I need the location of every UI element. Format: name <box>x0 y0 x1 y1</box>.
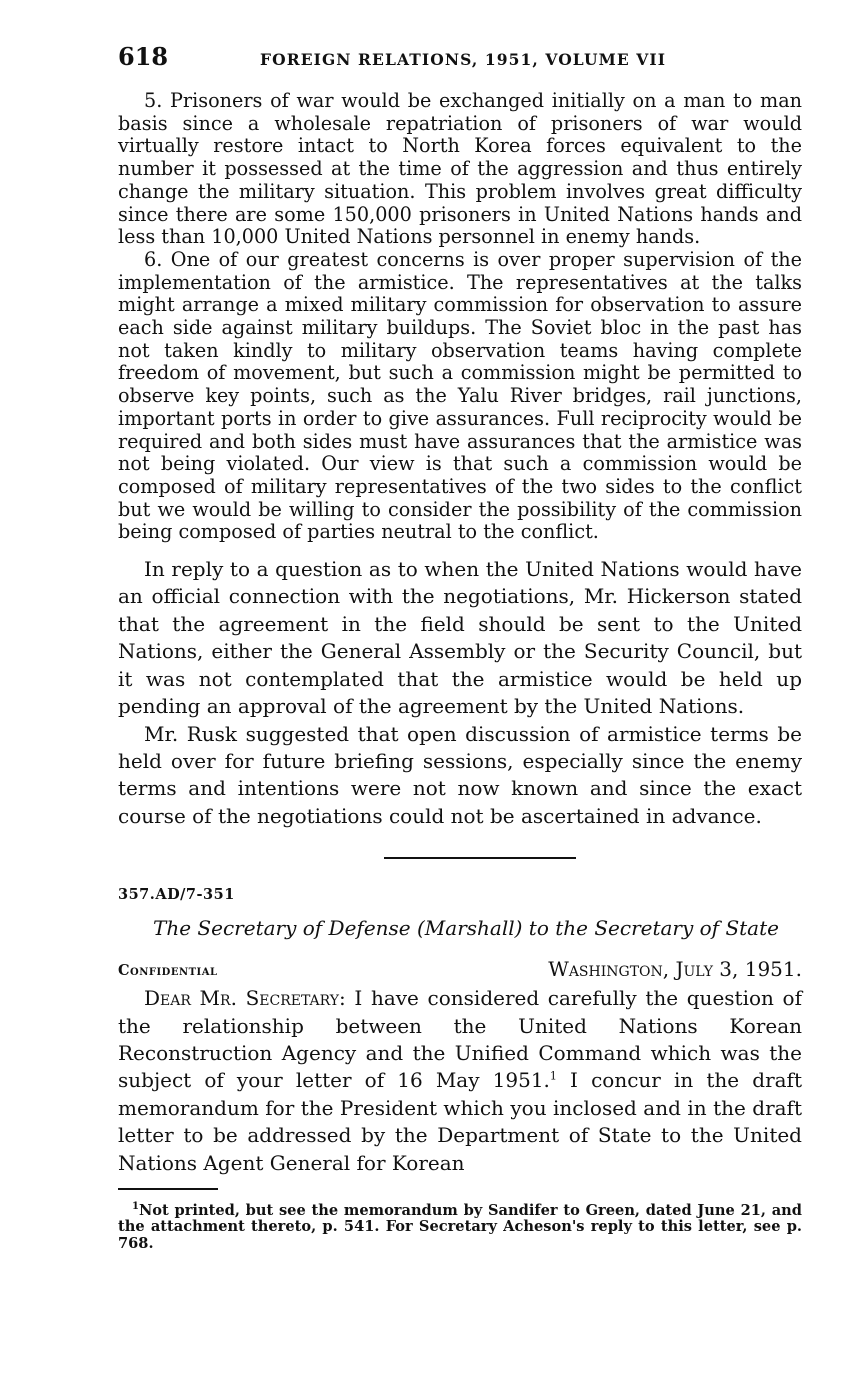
footnote-text: Not printed, but see the memorandum by Sandifer to Green, dated June 21, and the attachment thereto, p. 541. For Secretary Acheson's reply to this letter, see p. 768. <box>118 1201 802 1252</box>
volume-title: FOREIGN RELATIONS, 1951, VOLUME VII <box>260 50 667 69</box>
classification-label: Confidential <box>118 962 218 980</box>
letter-text-part-2: I concur in the draft memorandum for the President which you inclosed and in the draft letter to be addressed by the Department of State to the United Nations Agent General for Korean <box>118 1068 802 1175</box>
letter-text-part-1: I have considered carefully the question of the relationship between the United Nations Korean Reconstruction Agency and the Unified Command which was the subject of your letter of 16 May 1951. <box>118 986 802 1093</box>
paragraph-hickerson-reply: In reply to a question as to when the United Nations would have an official connection with the negotiations, Mr. Hickerson stated that the agreement in the field should be sent to the United Nations, either the General Assembly or the Security Council, but it was not contemplated that the armistice would be held up pending an approval of the agreement by the United Nations. <box>118 557 802 719</box>
footnote-divider <box>118 1188 218 1190</box>
page-number: 618 <box>118 42 169 71</box>
footnote <box>118 1203 802 1253</box>
place-and-date: Washington, July 3, 1951. <box>548 957 802 982</box>
paragraph-item-5: 5. Prisoners of war would be exchanged initially on a man to man basis since a wholesale repatriation of prisoners of war would virtually restore intact to North Korea forces equivalent to the number it possessed at the time of the aggression and thus entirely change the military situation. This problem involves great difficulty since there are some 150,000 prisoners in United Nations hands and less than 10,000 United Nations personnel in enemy hands. <box>118 89 802 249</box>
paragraph-item-6: 6. One of our greatest concerns is over proper supervision of the implementation of the armistice. The representatives at the talks might arrange a mixed military commission for observation to assure each side against military buildups. The Soviet bloc in the past has not taken kindly to military observation teams having complete freedom of movement, but such a commission might be permitted to observe key points, such as the Yalu River bridges, rail junctions, important ports in order to give assurances. Full reciprocity would be required and both sides must have assurances that the armistice was not being violated. Our view is that such a commission would be composed of military representatives of the two sides to the conflict but we would be willing to consider the possibility of the commission being composed of parties neutral to the conflict. <box>118 247 802 544</box>
salutation: Dear Mr. Secretary: <box>144 986 346 1011</box>
document-page <box>118 38 802 1252</box>
footnote-marker: 1 <box>132 1201 139 1213</box>
classification-line <box>118 957 802 983</box>
paragraph-rusk: Mr. Rusk suggested that open discussion of armistice terms be held over for future briefing sessions, especially since the enemy terms and intentions were not now known and since the exact course of the negotiations could not be ascertained in advance. <box>118 721 802 828</box>
running-head <box>118 38 802 74</box>
footnote-reference[interactable]: 1 <box>549 1069 557 1083</box>
file-number: 357.AD/7-351 <box>118 886 235 904</box>
letter-body <box>118 985 802 1177</box>
document-title: The Secretary of Defense (Marshall) to the Secretary of State <box>153 916 779 941</box>
section-divider <box>384 857 576 859</box>
